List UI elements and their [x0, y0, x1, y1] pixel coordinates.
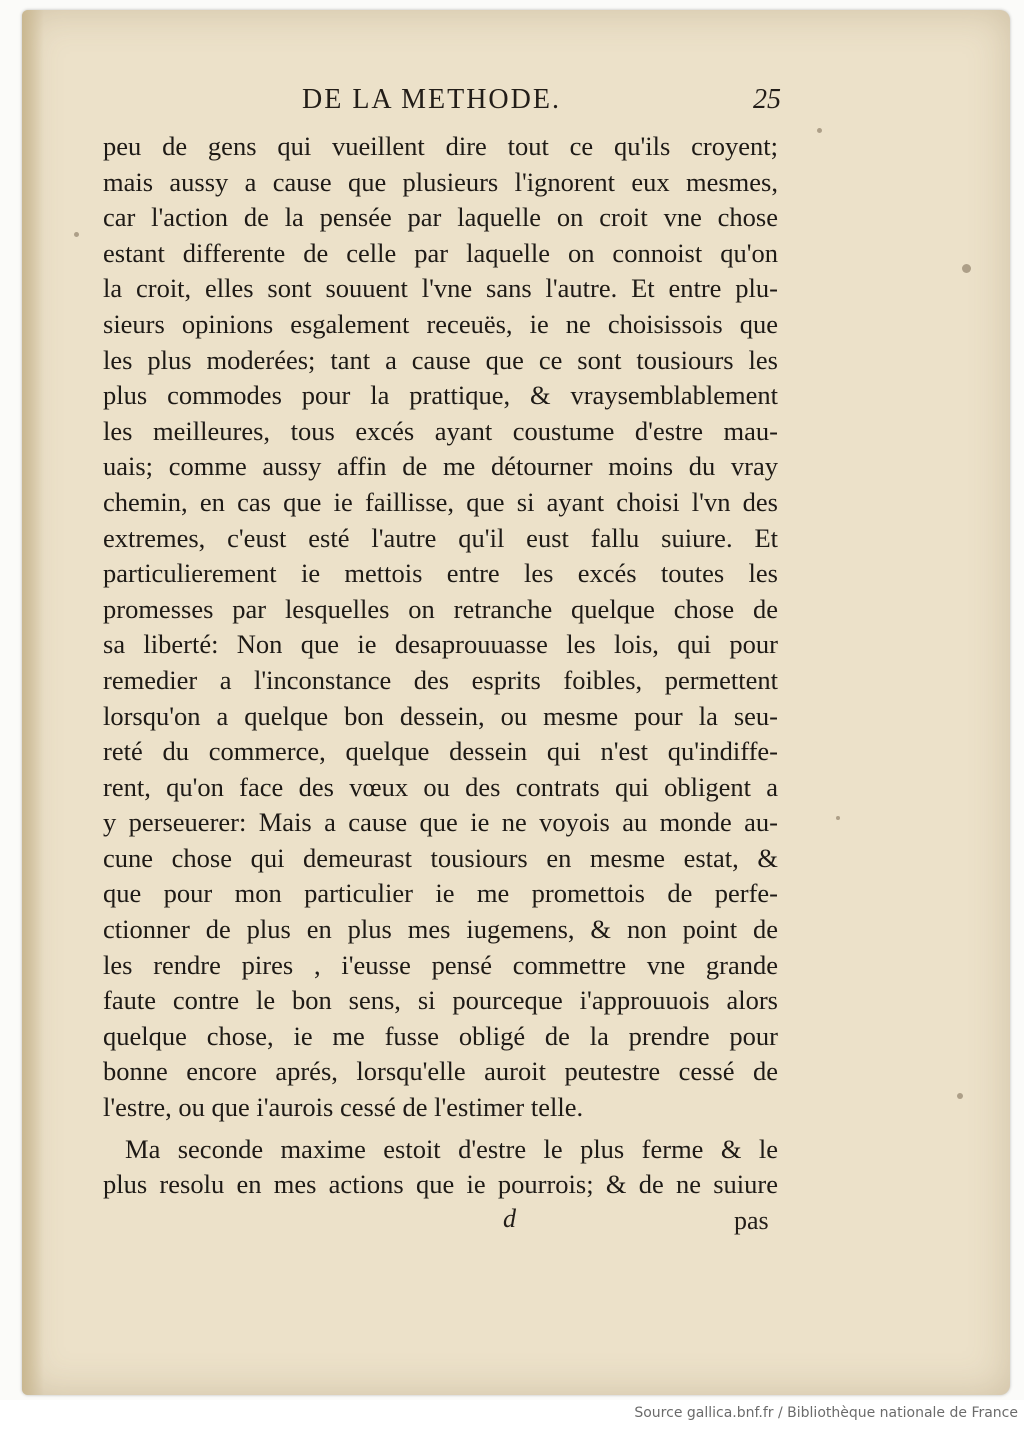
text-line: la croit, elles sont souuent l'vne sans l'autre. Et entre plu-: [103, 273, 778, 304]
text-line: reté du commerce, quelque dessein qui n'est qu'indiffe-: [103, 736, 778, 767]
text-line: quelque chose, ie me fusse obligé de la prendre pour: [103, 1020, 778, 1051]
text-line: uais; comme aussy affin de me détourner moins du vray: [103, 451, 778, 482]
ink-spot: [817, 128, 822, 133]
text-line: bonne encore aprés, lorsqu'elle auroit peutestre cessé de: [103, 1056, 778, 1087]
text-line: promesses par lesquelles on retranche quelque chose de: [103, 593, 778, 624]
page-number: 25: [753, 84, 781, 115]
ink-spot: [962, 264, 971, 273]
text-line: lorsqu'on a quelque bon dessein, ou mesme pour la seu-: [103, 700, 778, 731]
text-line: plus resolu en mes actions que ie pourrois; & de ne suiure: [103, 1169, 778, 1200]
ink-spot: [836, 816, 840, 820]
source-credit: Source gallica.bnf.fr / Bibliothèque nationale de France: [634, 1405, 1018, 1421]
text-line: chemin, en cas que ie faillisse, que si ayant choisi l'vn des: [103, 486, 778, 517]
ink-spot: [74, 232, 79, 237]
catchword: pas: [734, 1206, 769, 1235]
text-line: particulierement ie mettois entre les excés toutes les: [103, 558, 778, 589]
text-line: faute contre le bon sens, si pourceque i'approuuois alors: [103, 985, 778, 1016]
text-line: cune chose qui demeurast tousiours en mesme estat, &: [103, 842, 778, 873]
text-line: les plus moderées; tant a cause que ce sont tousiours les: [103, 344, 778, 375]
paragraph-first-line: Ma seconde maxime estoit d'estre le plus ferme & le: [125, 1133, 778, 1164]
text-line: rent, qu'on face des vœux ou des contrats qui obligent a: [103, 771, 778, 802]
body-text: [103, 129, 778, 1203]
signature-mark: d: [503, 1204, 516, 1233]
text-line: mais aussy a cause que plusieurs l'ignorent eux mesmes,: [103, 166, 778, 197]
text-line: peu de gens qui vueillent dire tout ce qu'ils croyent;: [103, 131, 778, 161]
text-line: sa liberté: Non que ie desaprouuasse les lois, qui pour: [103, 629, 778, 660]
text-line: ctionner de plus en plus mes iugemens, & non point de: [103, 914, 778, 945]
text-line: les meilleures, tous excés ayant coustume d'estre mau-: [103, 415, 778, 446]
text-line: car l'action de la pensée par laquelle on croit vne chose: [103, 202, 778, 233]
ink-spot: [957, 1093, 963, 1099]
text-line: l'estre, ou que i'aurois cessé de l'estimer telle.: [103, 1092, 584, 1123]
text-line: remedier a l'inconstance des esprits foibles, permettent: [103, 664, 778, 695]
text-line: les rendre pires , i'eusse pensé commettre vne grande: [103, 949, 778, 980]
text-line: que pour mon particulier ie me promettois de perfe-: [103, 878, 778, 909]
text-line: y perseuerer: Mais a cause que ie ne voyois au monde au-: [103, 807, 778, 838]
text-line: sieurs opinions esgalement receuës, ie ne choisissois que: [103, 308, 778, 339]
running-head: DE LA METHODE.: [302, 84, 561, 115]
text-line: extremes, c'eust esté l'autre qu'il eust fallu suiure. Et: [103, 522, 778, 553]
text-line: estant differente de celle par laquelle on connoist qu'on: [103, 237, 778, 268]
text-line: plus commodes pour la prattique, & vraysemblablement: [103, 380, 778, 411]
